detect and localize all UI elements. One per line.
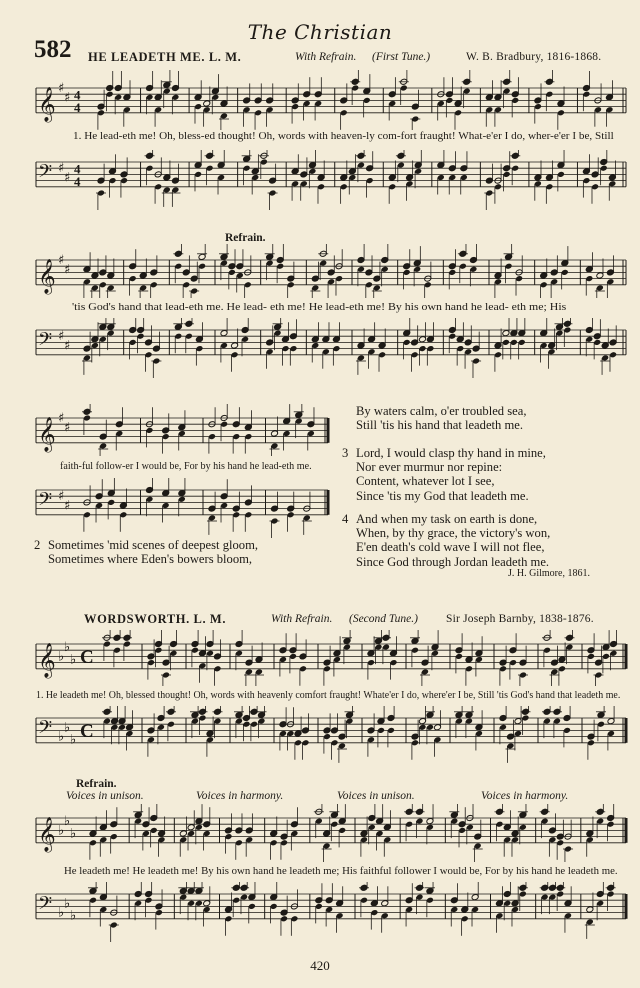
stanza-4 — [342, 512, 550, 569]
svg-text:♯: ♯ — [58, 411, 65, 426]
stanza-line: E'en death's cold wave I will not flee, — [356, 540, 545, 555]
svg-text:𝄢: 𝄢 — [38, 161, 53, 187]
svg-text:♭: ♭ — [58, 729, 65, 745]
second-tune-header — [84, 612, 226, 627]
first-tune-header — [88, 50, 241, 65]
stanza-line: And when my task on earth is done, — [356, 512, 538, 526]
stanza-line: By waters calm, o'er troubled sea, — [356, 404, 527, 418]
page-number: 420 — [310, 958, 330, 973]
stanza-line: Nor ever murmur nor repine: — [356, 460, 503, 475]
music-staff-treble — [34, 70, 630, 130]
svg-text:♭: ♭ — [64, 640, 71, 656]
svg-text:𝄞: 𝄞 — [38, 417, 56, 453]
lyric-line: He leadeth me! He leadeth me! By his own hand he leadeth me; His faithful follower I would be, For by his hand he leadeth me. — [64, 866, 618, 877]
svg-text:♯: ♯ — [58, 489, 65, 505]
second-tune-composer: Sir Joseph Barnby, 1838-1876. — [446, 613, 594, 625]
stanza-3 — [342, 446, 546, 503]
music-staff-bass — [34, 150, 630, 216]
svg-text:♯: ♯ — [64, 420, 71, 436]
lyric-line: 1. He leadeth me! Oh, blessed thought! Oh, words with heavenly comfort fraught! Whate'er I do, where'er I be, Still 'tis God's hand that leadeth me. — [36, 690, 621, 701]
voice-direction: Voices in unison. — [66, 790, 144, 802]
svg-text:♭: ♭ — [58, 649, 65, 665]
first-tune-refrain-note: With Refrain. — [295, 51, 357, 63]
svg-text:𝄞: 𝄞 — [38, 87, 56, 123]
svg-text:♯: ♯ — [64, 90, 71, 106]
lyric-line: 'tis God's hand that lead-eth me. He lead- eth me! He lead-eth me! By his own hand he lead- eth me; His — [72, 302, 567, 313]
voice-direction: Voices in harmony. — [481, 790, 569, 802]
svg-text:♯: ♯ — [64, 498, 71, 514]
first-tune-name: HE LEADETH ME. L. M. — [88, 50, 242, 64]
stanza-number: 3 — [342, 446, 349, 460]
svg-text:4: 4 — [74, 161, 81, 177]
music-staff-treble — [34, 404, 332, 456]
music-staff-treble — [34, 804, 630, 862]
stanza-line: Sometimes 'mid scenes of deepest gloom, — [48, 538, 259, 552]
svg-text:♯: ♯ — [58, 329, 65, 345]
second-tune-refrain-note: With Refrain. — [271, 613, 333, 625]
svg-text:𝄞: 𝄞 — [38, 259, 56, 295]
svg-text:♭: ♭ — [64, 896, 71, 912]
music-staff-bass — [34, 318, 630, 384]
voice-direction: Voices in harmony. — [196, 790, 284, 802]
svg-text:♭: ♭ — [64, 814, 71, 830]
svg-text:♭: ♭ — [70, 732, 77, 748]
music-staff-bass — [34, 706, 630, 770]
svg-text:♯: ♯ — [64, 170, 71, 186]
svg-text:♯: ♯ — [58, 161, 65, 177]
svg-text:𝄞: 𝄞 — [38, 817, 56, 853]
svg-text:C: C — [80, 647, 94, 669]
stanza-line: Since God through Jordan leadeth me. — [356, 554, 550, 569]
music-staff-bass — [34, 882, 630, 950]
first-tune-order: (First Tune.) — [372, 51, 431, 63]
music-staff-bass — [34, 478, 332, 538]
svg-text:♭: ♭ — [70, 826, 77, 842]
stanza-line: When, by thy grace, the victory's won, — [356, 526, 551, 541]
stanza-line: Since 'tis my God that leadeth me. — [356, 488, 529, 503]
svg-text:♯: ♯ — [58, 253, 65, 268]
stanza-line: Still 'tis his hand that leadeth me. — [356, 418, 524, 433]
lyric-line: faith-ful follow-er I would be, For by his hand he lead-eth me. — [60, 461, 312, 472]
svg-text:𝄢: 𝄢 — [38, 893, 53, 919]
svg-text:𝄞: 𝄞 — [38, 643, 56, 679]
voice-direction: Voices in unison. — [337, 790, 415, 802]
svg-text:C: C — [80, 721, 94, 743]
svg-text:♭: ♭ — [70, 652, 77, 668]
refrain-label: Refrain. — [76, 778, 117, 790]
first-tune-composer: W. B. Bradbury, 1816-1868. — [466, 51, 602, 63]
music-staff-treble — [34, 244, 630, 298]
stanza-2 — [34, 538, 258, 566]
svg-text:♯: ♯ — [64, 338, 71, 354]
svg-text:4: 4 — [74, 174, 81, 190]
lyricist-credit: J. H. Gilmore, 1861. — [508, 568, 590, 579]
svg-text:♭: ♭ — [70, 908, 77, 924]
music-staff-treble — [34, 630, 630, 686]
stanza-2-continued — [342, 404, 526, 432]
stanza-number: 4 — [342, 512, 349, 526]
second-tune-order: (Second Tune.) — [349, 613, 418, 625]
second-tune-name: WORDSWORTH. L. M. — [84, 612, 227, 626]
stanza-line: Content, whatever lot I see, — [356, 474, 495, 489]
hymn-number: 582 — [34, 36, 72, 63]
svg-text:4: 4 — [74, 100, 81, 116]
svg-text:𝄢: 𝄢 — [38, 329, 53, 355]
svg-text:♯: ♯ — [58, 81, 65, 96]
lyric-line: 1. He lead-eth me! Oh, bless-ed thought! Oh, words with heaven-ly com-fort fraught! What-e'er I do, wher-e'er I be, Still — [73, 131, 614, 142]
svg-text:♭: ♭ — [58, 905, 65, 921]
svg-text:♭: ♭ — [58, 823, 65, 839]
stanza-line: Sometimes where Eden's bowers bloom, — [48, 552, 253, 567]
stanza-line: Lord, I would clasp thy hand in mine, — [356, 446, 546, 460]
svg-text:4: 4 — [74, 87, 81, 103]
section-header: The Christian — [247, 20, 393, 44]
svg-text:𝄢: 𝄢 — [38, 717, 53, 743]
svg-text:𝄢: 𝄢 — [38, 489, 53, 515]
svg-text:♯: ♯ — [64, 262, 71, 278]
svg-text:♭: ♭ — [64, 720, 71, 736]
refrain-label: Refrain. — [225, 232, 266, 244]
stanza-number: 2 — [34, 538, 41, 552]
